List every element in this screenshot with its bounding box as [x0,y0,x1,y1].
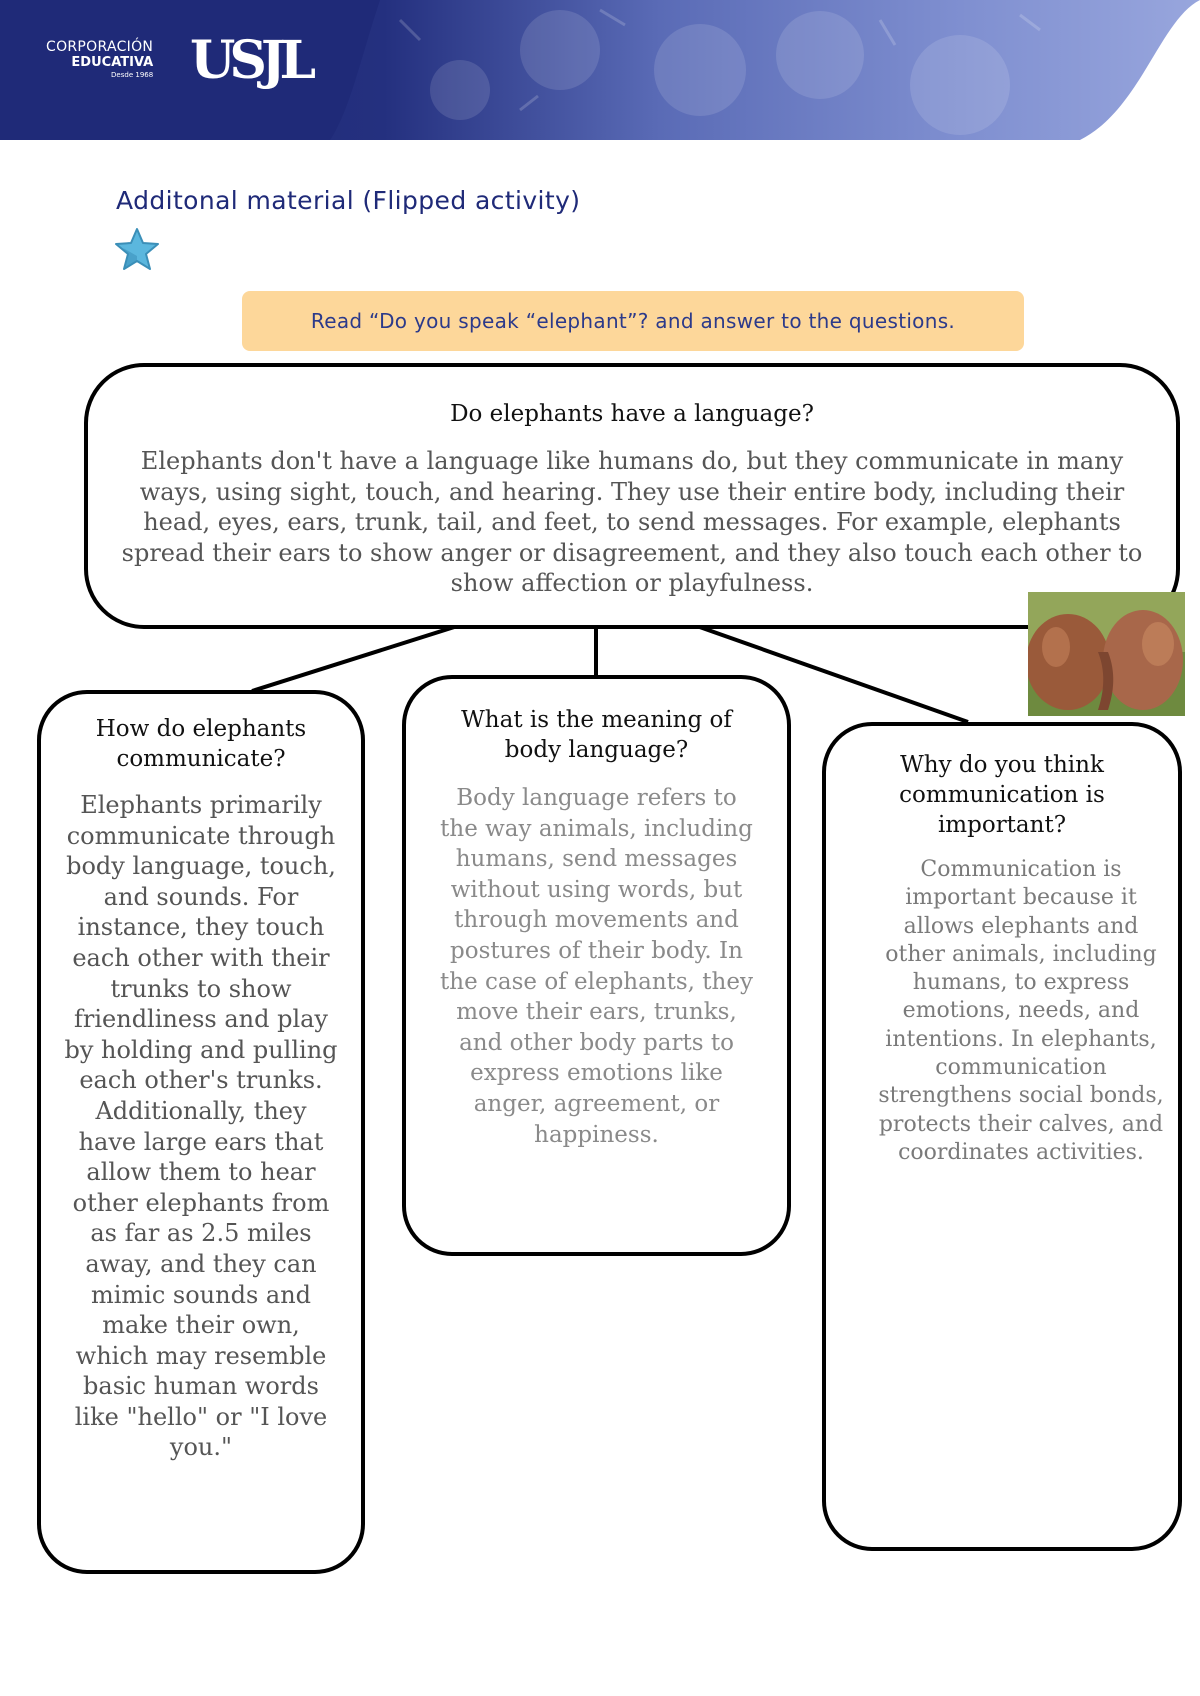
logo-line-1: CORPORACIÓN [46,39,154,55]
page-title: Additonal material (Flipped activity) [116,186,581,215]
brand-logo-mark: USJL [190,30,311,91]
question-text: Do elephants have a language? [450,401,814,427]
answer-text: Elephants primarily communicate through body language, touch, and sounds. For instance, they touch each other with their trunks to show friendliness and play by holding and pulling each other's trunks. Additionally, they have large ears that allow them to hear other elephants from as far as 2.5 miles away, and they can mimic sounds and make their own, which may resemble basic human words like "hello" or "I love you." [64,791,338,1462]
logo-line-3: Desde 1968 [111,71,154,79]
instruction-banner: Read “Do you speak “elephant”? and answer to the questions. [242,291,1024,351]
answer-text: Body language refers to the way animals, including humans, send messages without using words, but through movements and postures of their body. In the case of elephants, they move their ears, trunks, and other body parts to express emotions like anger, agreement, or happiness. [440,785,753,1148]
elephants-photo [1028,592,1185,716]
question-text: Why do you think communication is important? [899,752,1105,838]
question-text: What is the meaning of body language? [461,707,732,763]
body-language-question-box [402,675,791,1256]
language-question-box [84,363,1180,629]
logo-line-2: EDUCATIVA [71,55,154,70]
answer-text: Elephants don't have a language like humans do, but they communicate in many ways, using sight, touch, and hearing. They use their entire body, including their head, eyes, ears, trunk, tail, and feet, to send messages. For example, elephants spread their ears to show anger or disagreement, and they also touch each other to show affection or playfulness. [121,447,1143,597]
question-text: How do elephants communicate? [95,716,307,772]
answer-text: Communication is important because it allows elephants and other animals, including humans, to express emotions, needs, and intentions. In elephants, communication strengthens social bonds, protects their calves, and coordinates activities. [878,857,1164,1165]
importance-question-box [822,722,1182,1551]
communication-question-box [37,690,365,1574]
